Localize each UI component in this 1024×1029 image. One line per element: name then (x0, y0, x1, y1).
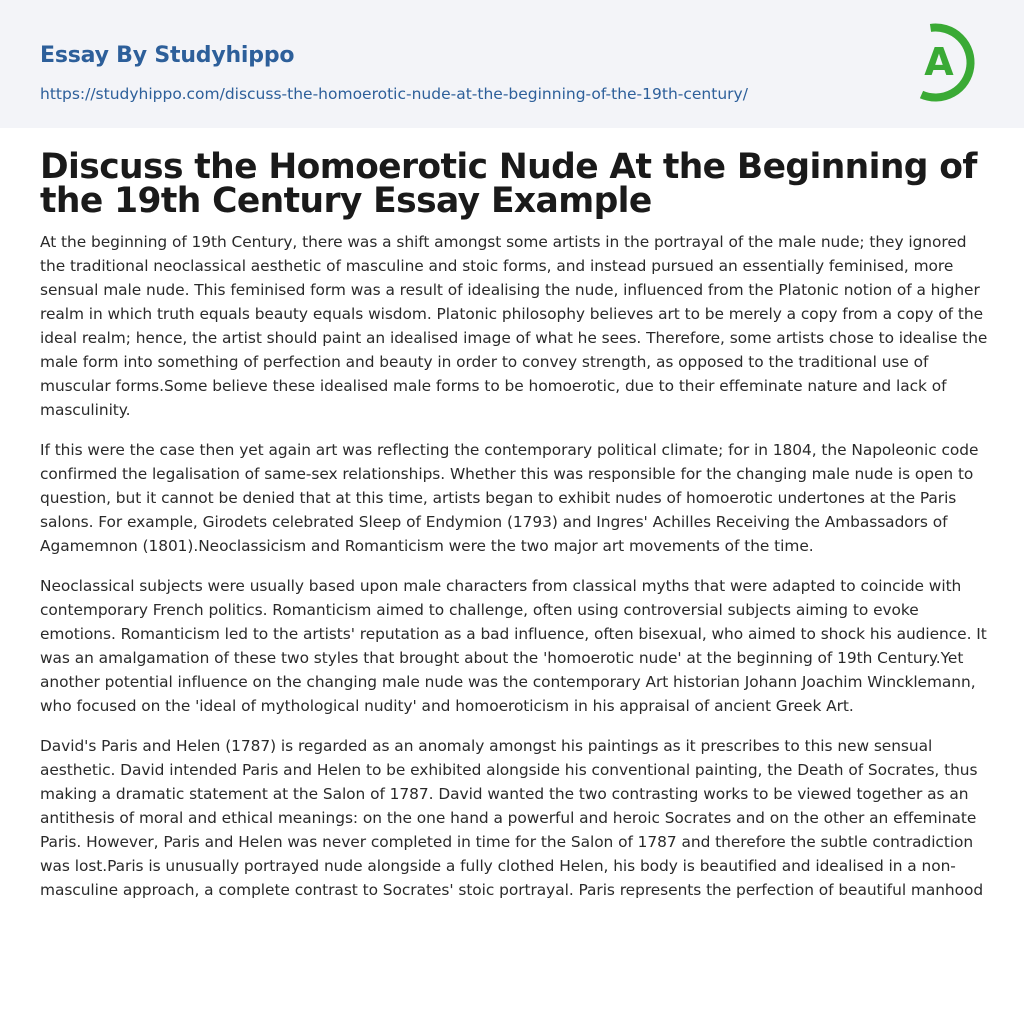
essay-url-link[interactable]: https://studyhippo.com/discuss-the-homoerotic-nude-at-the-beginning-of-the-19th-century/ (40, 85, 748, 103)
studyhippo-logo-icon[interactable] (912, 19, 986, 105)
article-paragraph: At the beginning of 19th Century, there was a shift amongst some artists in the portrayal of the male nude; they ignored the traditional neoclassical aesthetic of masculine and stoic forms, and instead pursued an essentially feminised, more sensual male nude. This feminised form was a result of idealising the nude, influenced from the Platonic notion of a higher realm in which truth equals beauty equals wisdom. Platonic philosophy believes art to be merely a copy from a copy of the ideal realm; hence, the artist should paint an idealised image of what he sees. Therefore, some artists chose to idealise the male form into something of perfection and beauty in order to convey strength, as opposed to the traditional use of muscular forms.Some believe these idealised male forms to be homoerotic, due to their effeminate nature and lack of masculinity. (40, 233, 988, 419)
article-paragraph: David's Paris and Helen (1787) is regarded as an anomaly amongst his paintings as it prescribes to this new sensual aesthetic. David intended Paris and Helen to be exhibited alongside his conventional painting, the Death of Socrates, thus making a dramatic statement at the Salon of 1787. David wanted the two contrasting works to be viewed together as an antithesis of moral and ethical meanings: on the one hand a powerful and heroic Socrates and on the other an effeminate Paris. However, Paris and Helen was never completed in time for the Salon of 1787 and therefore the subtle contradiction was lost.Paris is unusually portrayed nude alongside a fully clothed Helen, his body is beautified and idealised in a non-masculine approach, a complete contrast to Socrates' stoic portrayal. Paris represents the perfection of beautiful manhood (40, 737, 984, 899)
site-brand[interactable]: Essay By Studyhippo (40, 43, 295, 68)
article-title: Discuss the Homoerotic Nude At the Beginning of the 19th Century Essay Example (40, 147, 977, 221)
article-paragraph: If this were the case then yet again art was reflecting the contemporary political climate; for in 1804, the Napoleonic code confirmed the legalisation of same-sex relationships. Whether this was responsible for the changing male nude is open to question, but it cannot be denied that at this time, artists began to exhibit nudes of homoerotic undertones at the Paris salons. For example, Girodets celebrated Sleep of Endymion (1793) and Ingres' Achilles Receiving the Ambassadors of Agamemnon (1801).Neoclassicism and Romanticism were the two major art movements of the time. (40, 441, 979, 555)
article-body (40, 230, 990, 902)
article-paragraph: Neoclassical subjects were usually based upon male characters from classical myths that were adapted to coincide with contemporary French politics. Romanticism aimed to challenge, often using controversial subjects aiming to evoke emotions. Romanticism led to the artists' reputation as a bad influence, often bisexual, who aimed to shock his audience. It was an amalgamation of these two styles that brought about the 'homoerotic nude' at the beginning of 19th Century.Yet another potential influence on the changing male nude was the contemporary Art historian Johann Joachim Wincklemann, who focused on the 'ideal of mythological nudity' and homoeroticism in his appraisal of ancient Greek Art. (40, 577, 987, 715)
article (40, 147, 990, 918)
logo-letter: A (924, 40, 954, 84)
site-header (0, 0, 1024, 128)
